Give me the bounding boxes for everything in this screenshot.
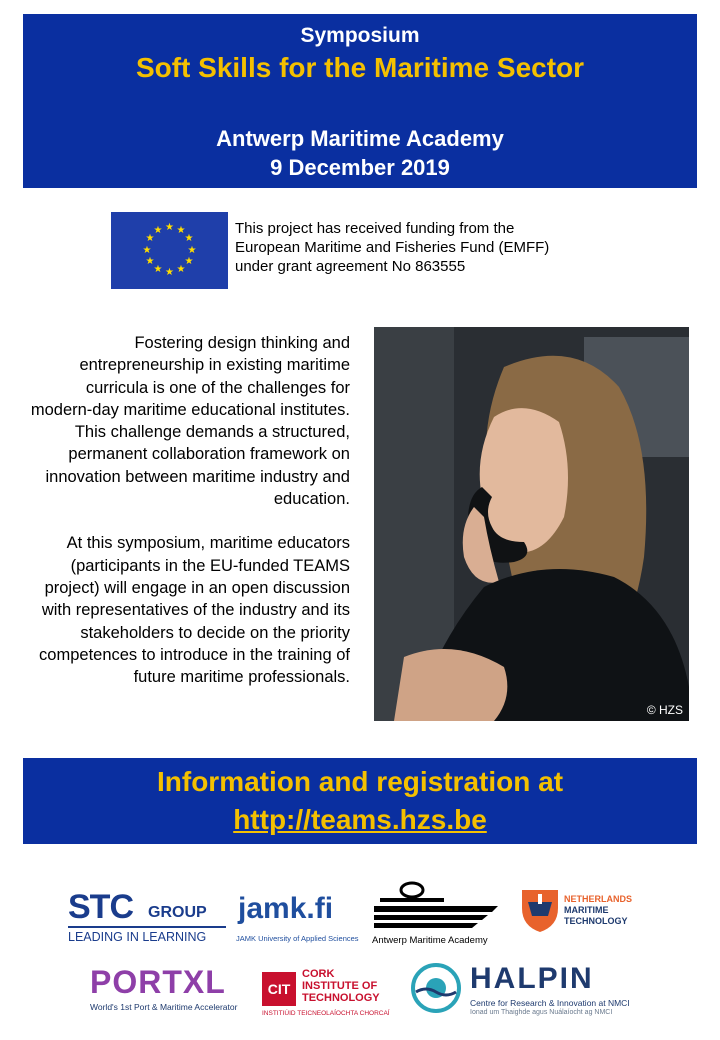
- photo-illustration: [374, 327, 689, 721]
- event-venue: Antwerp Maritime Academy: [216, 126, 504, 151]
- portxl-subtitle: World's 1st Port & Maritime Accelerator: [90, 1002, 238, 1012]
- svg-text:★: ★: [142, 245, 152, 256]
- event-title: Soft Skills for the Maritime Sector: [135, 52, 585, 83]
- registration-label: Information and registration at: [156, 766, 564, 797]
- funding-line: under grant agreement No 863555: [235, 258, 466, 275]
- svg-text:★: ★: [184, 256, 194, 267]
- nmt-text: [564, 894, 632, 927]
- photo-credit: © HZS: [646, 703, 683, 717]
- svg-text:★: ★: [176, 264, 186, 275]
- nmt-line: MARITIME: [564, 905, 609, 915]
- cit-text: [302, 968, 380, 1004]
- registration-banner: [23, 758, 697, 844]
- svg-text:★: ★: [165, 222, 174, 233]
- halpin-subtitle: Centre for Research & Innovation at NMCI: [470, 998, 630, 1008]
- eu-flag-icon: [111, 212, 228, 289]
- event-photo: [374, 327, 689, 721]
- nmt-shield-icon: [520, 888, 560, 934]
- cork-institute-logo: [262, 968, 402, 1020]
- jamk-logo: [236, 892, 366, 944]
- header-banner: [23, 14, 697, 188]
- cit-line: TECHNOLOGY: [302, 992, 380, 1004]
- ama-name: Antwerp Maritime Academy: [372, 935, 488, 946]
- description: [20, 332, 350, 710]
- ama-emblem-icon: [370, 880, 506, 932]
- halpin-emblem-icon: [410, 962, 462, 1014]
- stc-tagline: LEADING IN LEARNING: [68, 930, 207, 944]
- svg-text:★: ★: [176, 225, 186, 236]
- jamk-mark: jamk.fi: [238, 892, 334, 925]
- nmt-line: TECHNOLOGY: [564, 916, 628, 926]
- symposium-label: Symposium: [300, 24, 420, 47]
- description-paragraph: Fostering design thinking and entrepreneurship in existing maritime curricula is one of the challenges for modern-day maritime educational institutes. This challenge demands a structured, permanent collaboration framework on innovation between maritime industry and education.: [30, 334, 350, 509]
- svg-text:★: ★: [145, 256, 155, 267]
- stc-group-text: GROUP: [148, 904, 207, 921]
- halpin-subtitle-irish: Ionad um Thaighde agus Nuálaíocht ag NMCI: [470, 1009, 613, 1016]
- funding-line: This project has received funding from the: [235, 220, 515, 237]
- funding-statement: [235, 219, 549, 276]
- halpin-mark: HALPIN: [470, 962, 594, 995]
- funding-line: European Maritime and Fisheries Fund (EMFF): [235, 239, 550, 256]
- portxl-mark: PORTXL: [90, 964, 226, 1000]
- jamk-subtitle: JAMK University of Applied Sciences: [236, 934, 359, 943]
- description-paragraph: At this symposium, maritime educators (participants in the EU-funded TEAMS project) will engage in an open discussion with representatives of the industry and its stakeholders to decide on the priority competences to introduce in the training of future maritime professionals.: [39, 534, 350, 687]
- svg-text:★: ★: [153, 225, 163, 236]
- registration-link[interactable]: http://teams.hzs.be: [233, 804, 487, 835]
- halpin-logo: [410, 962, 636, 1020]
- svg-text:★: ★: [187, 245, 197, 256]
- svg-text:★: ★: [153, 264, 163, 275]
- svg-text:★: ★: [145, 233, 155, 244]
- antwerp-maritime-academy-logo: [370, 880, 506, 946]
- portxl-logo: [90, 964, 250, 1014]
- event-date: 9 December 2019: [270, 155, 450, 180]
- cit-line: CORK: [302, 968, 335, 980]
- cit-line: INSTITUTE OF: [302, 980, 378, 992]
- cit-subtitle: INSTITIÚID TEICNEOLAÍOCHTA CHORCAÍ: [262, 1010, 390, 1017]
- svg-text:★: ★: [165, 267, 174, 278]
- stc-group-logo: [68, 888, 228, 946]
- netherlands-maritime-technology-logo: [520, 888, 650, 938]
- stc-mark: STC: [68, 888, 133, 926]
- nmt-line: NETHERLANDS: [564, 894, 633, 904]
- cit-badge: CIT: [262, 972, 296, 1006]
- svg-text:★: ★: [184, 233, 194, 244]
